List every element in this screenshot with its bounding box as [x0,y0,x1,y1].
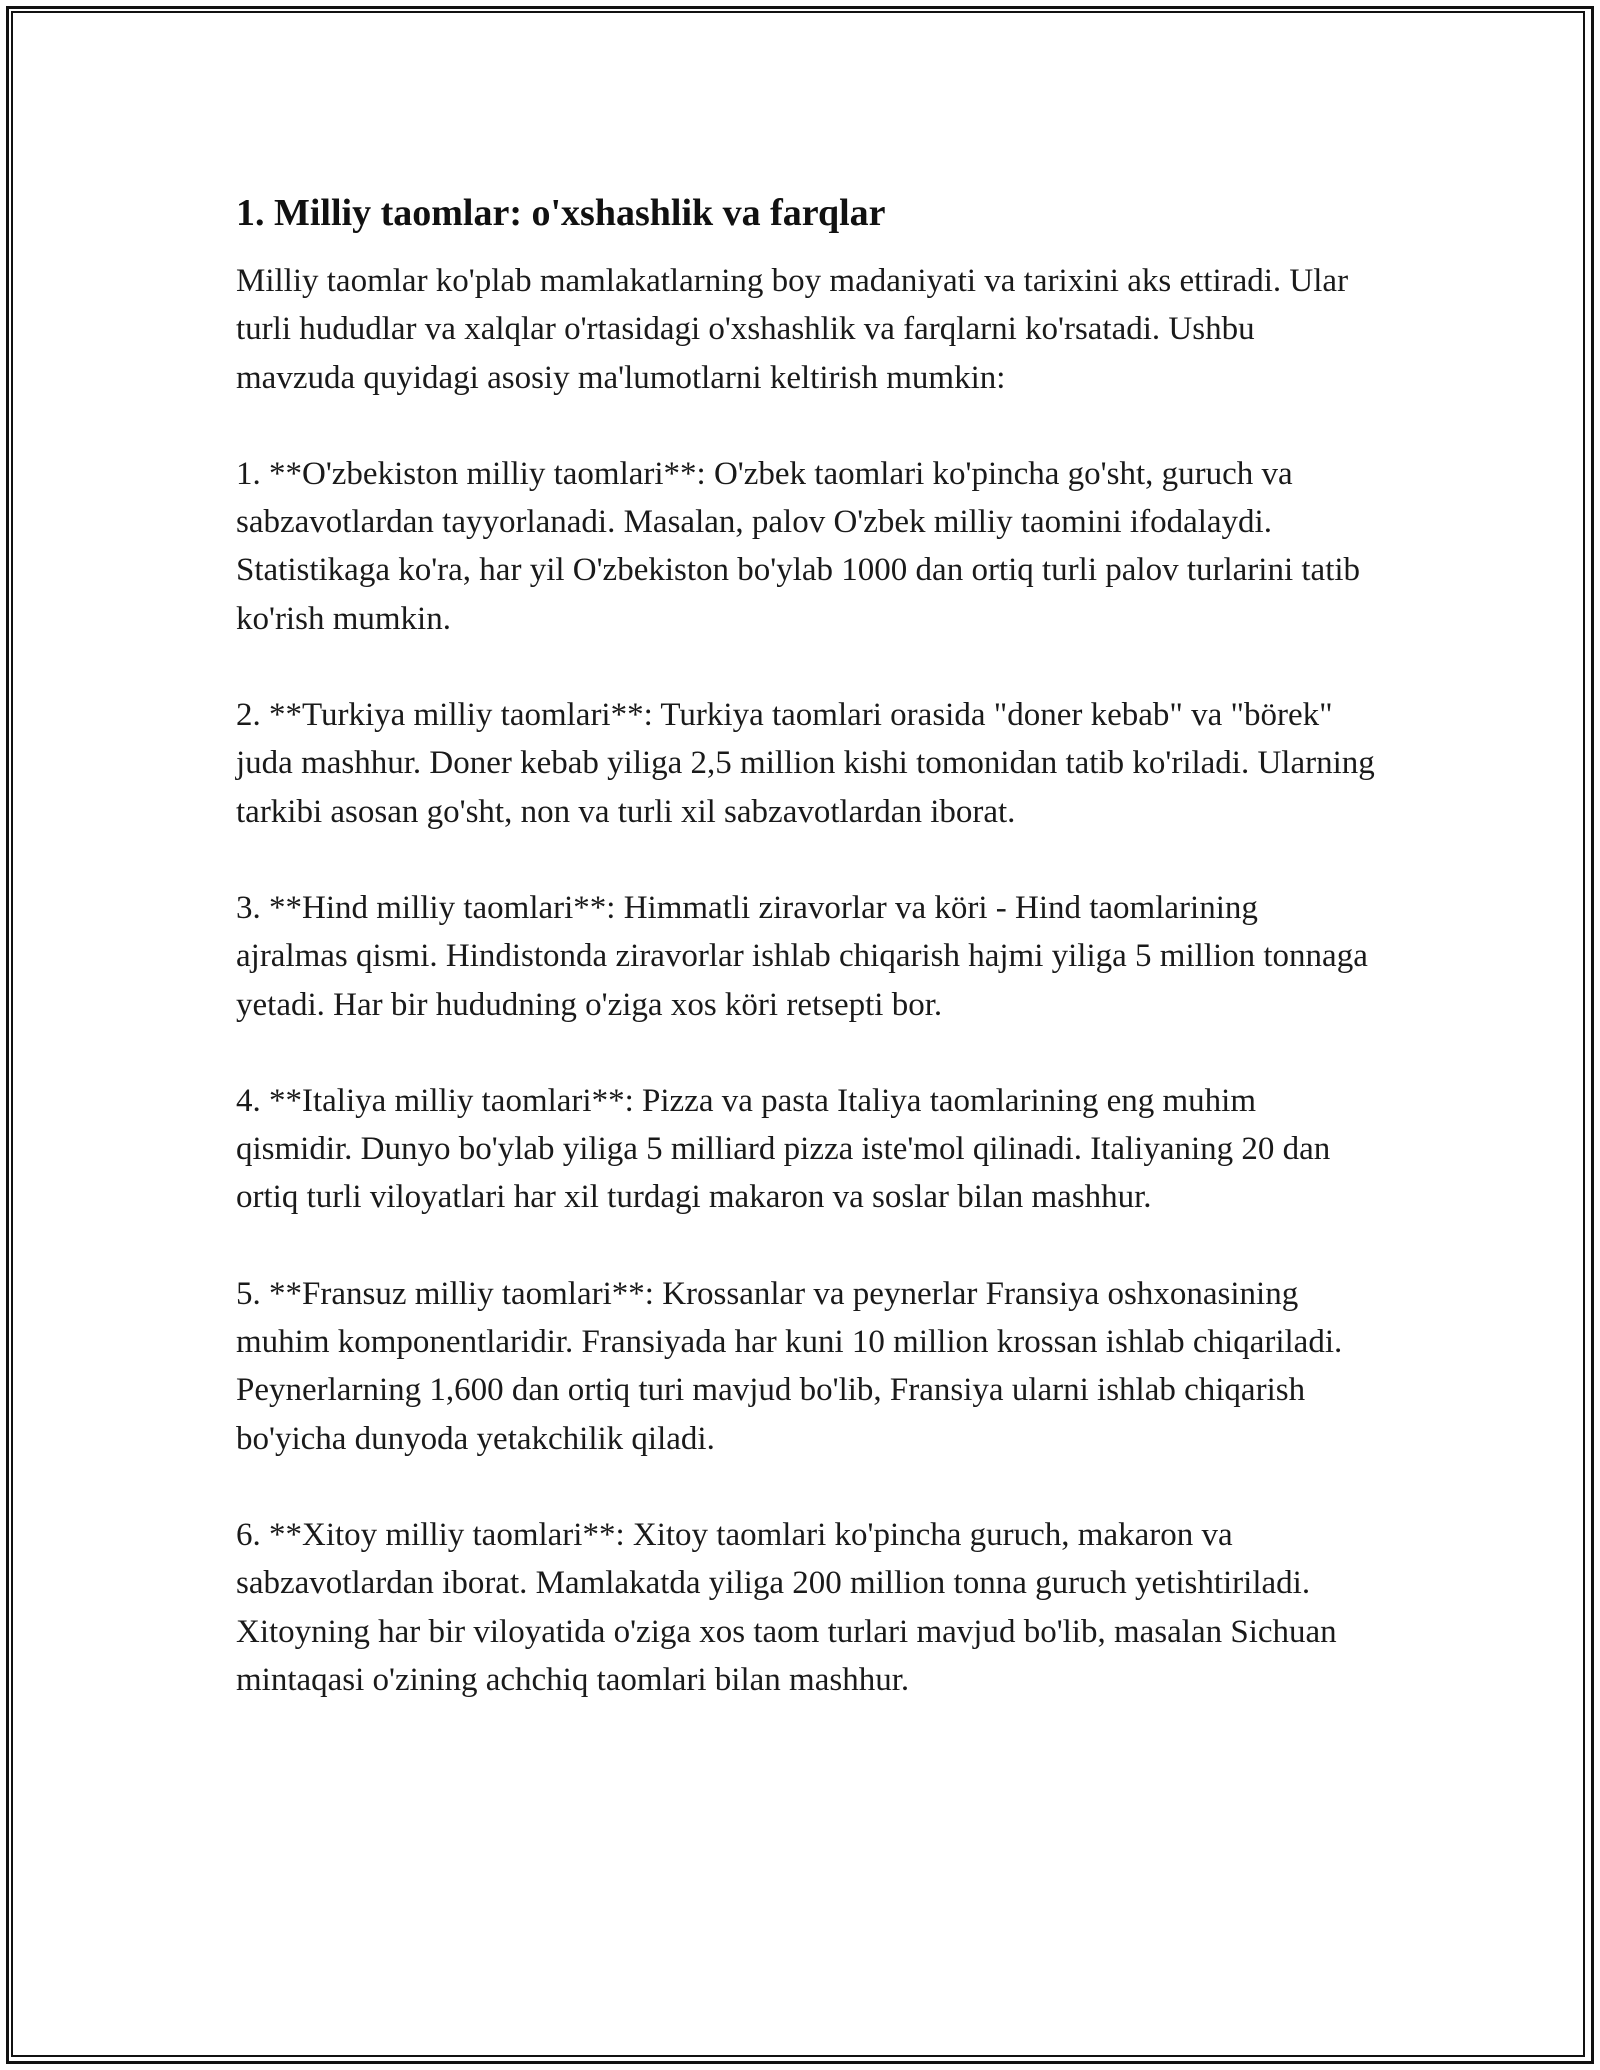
intro-paragraph: Milliy taomlar ko'plab mamlakatlarning boy madaniyati va tarixini aks ettiradi. Ular turli hududlar va xalqlar o'rtasidagi o'xshashlik va farqlarni ko'rsatadi. Ushbu mavzuda quyidagi asosiy ma'lumotlarni keltirish mumkin: [236,263,1349,396]
list-item-china: 6. **Xitoy milliy taomlari**: Xitoy taomlari ko'pincha guruch, makaron va sabzavotlardan iborat. Mamlakatda yiliga 200 million tonna guruch yetishtiriladi. Xitoyning har bir viloyatida o'ziga xos taom turlari mavjud bo'lib, masalan Sichuan mintaqasi o'zining achchiq taomlari bilan mashhur. [236,1516,1337,1698]
list-item-turkey: 2. **Turkiya milliy taomlari**: Turkiya taomlari orasida "doner kebab" va "börek" juda mashhur. Doner kebab yiliga 2,5 million kishi tomonidan tatib ko'riladi. Ularning tarkibi asosan go'sht, non va turli xil sabzavotlardan iborat. [236,697,1375,830]
list-item-india: 3. **Hind milliy taomlari**: Himmatli ziravorlar va köri - Hind taomlarining ajralmas qismi. Hindistonda ziravorlar ishlab chiqarish hajmi yiliga 5 million tonnaga yetadi. Har bir hududning o'ziga xos köri retsepti bor. [236,889,1368,1023]
list-item-italy: 4. **Italiya milliy taomlari**: Pizza va pasta Italiya taomlarining eng muhim qismidir. Dunyo bo'ylab yiliga 5 milliard pizza iste'mol qilinadi. Italiyaning 20 dan ortiq turli viloyatlari har xil turdagi makaron va soslar bilan mashhur. [236,1082,1331,1216]
list-item-uzbekistan: 1. **O'zbekiston milliy taomlari**: O'zbek taomlari ko'pincha go'sht, guruch va sabzavotlardan tayyorlanadi. Masalan, palov O'zbek milliy taomini ifodalaydi. Statistikaga ko'ra, har yil O'zbekiston bo'ylab 1000 dan ortiq turli palov turlarini tatib ko'rish mumkin. [236,455,1361,637]
list-item-france: 5. **Fransuz milliy taomlari**: Krossanlar va peynerlar Fransiya oshxonasining muhim komponentlaridir. Fransiyada har kuni 10 million krossan ishlab chiqariladi. Peynerlarning 1,600 dan ortiq turi mavjud bo'lib, Fransiya ularni ishlab chiqarish bo'yicha dunyoda yetakchilik qiladi. [236,1275,1343,1457]
document-body [236,188,1376,1704]
document-title: 1. Milliy taomlar: o'xshashlik va farqlar [236,192,886,234]
